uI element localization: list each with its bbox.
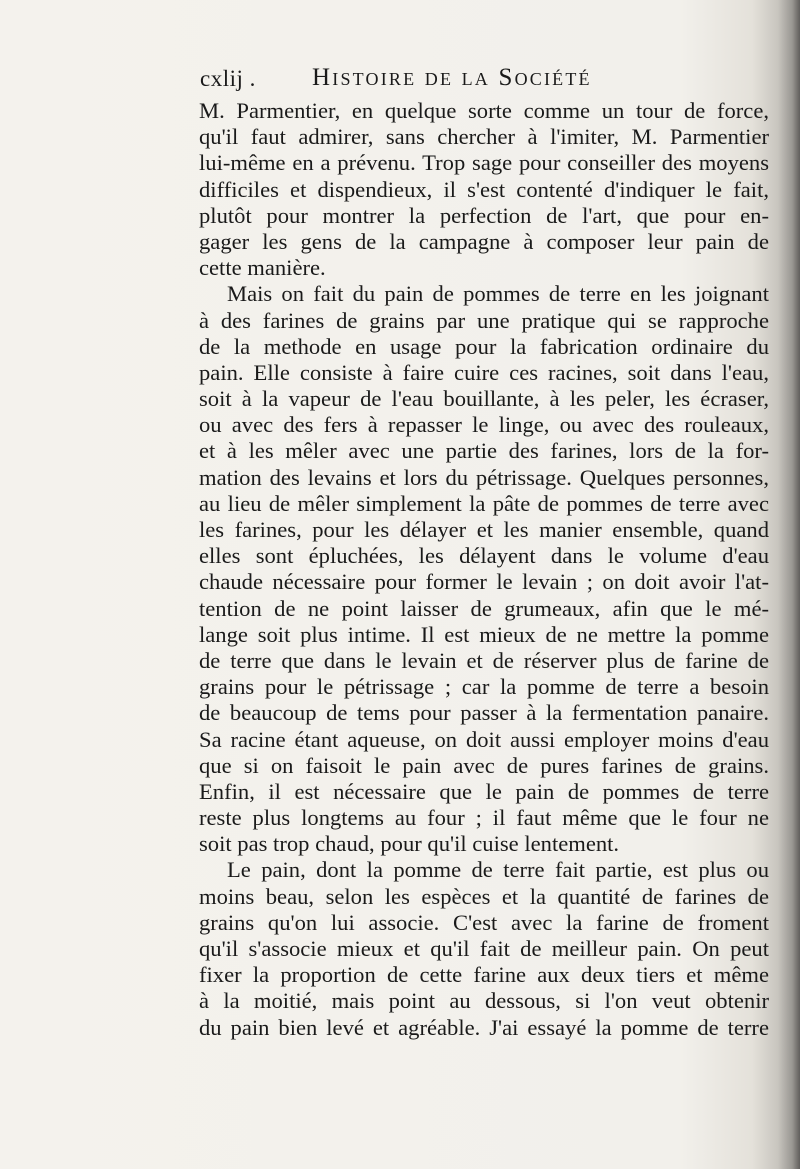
text-line: gager les gens de la campagne à composer leur pain de (199, 228, 769, 254)
text-line: à des farines de grains par une pratique qui se rapproche (199, 307, 769, 333)
text-line: elles sont épluchées, les délayent dans le volume d'eau (199, 543, 769, 569)
paragraph-start: Mais on fait du pain de pommes de terre en les joignant (227, 281, 769, 307)
text-line: cette manière. (199, 255, 326, 281)
text-line: ou avec des fers à repasser le linge, ou avec des rouleaux, (199, 412, 769, 438)
text-line: tention de ne point laisser de grumeaux, afin que le mé- (199, 595, 769, 621)
page-gutter-shadow (778, 0, 800, 1169)
text-line: les farines, pour les délayer et les manier ensemble, quand (199, 517, 769, 542)
text-line: lange soit plus intime. Il est mieux de ne mettre la pomme (199, 621, 769, 647)
text-line: Sa racine étant aqueuse, on doit aussi employer moins d'eau (199, 726, 769, 752)
paragraph-start: Le pain, dont la pomme de terre fait partie, est plus ou (227, 857, 769, 883)
text-line: Enfin, il est nécessaire que le pain de pommes de terre (199, 778, 769, 804)
text-line: moins beau, selon les espèces et la quantité de farines de (199, 883, 769, 909)
text-line: soit à la vapeur de l'eau bouillante, à les peler, les écraser, (199, 386, 769, 412)
text-line: au lieu de mêler simplement la pâte de pommes de terre avec (199, 490, 769, 516)
text-line: mation des levains et lors du pétrissage. Quelques personnes, (199, 464, 769, 490)
text-line: de beaucoup de tems pour passer à la fermentation panaire. (199, 700, 769, 726)
text-line: qu'il faut admirer, sans chercher à l'imiter, M. Parmentier (199, 124, 769, 150)
page-header (200, 60, 780, 96)
text-line: fixer la proportion de cette farine aux deux tiers et même (199, 962, 769, 988)
page-number: cxlij . (200, 66, 256, 91)
text-line: du pain bien levé et agréable. J'ai essayé la pomme de terre (199, 1014, 769, 1040)
text-line: difficiles et dispendieux, il s'est contenté d'indiquer le fait, (199, 176, 769, 202)
text-line: et à les mêler avec une partie des farines, lors de la for- (199, 438, 769, 464)
text-line: lui-même en a prévenu. Trop sage pour conseiller des moyens (199, 150, 769, 176)
text-line: à la moitié, mais point au dessous, si l'on veut obtenir (199, 988, 769, 1014)
text-line: plutôt pour montrer la perfection de l'art, que pour en- (199, 202, 769, 228)
text-line: que si on faisoit le pain avec de pures farines de grains. (199, 752, 769, 778)
text-line: de terre que dans le levain et de réserver plus de farine de (199, 647, 769, 673)
text-line: grains qu'on lui associe. C'est avec la farine de froment (199, 909, 769, 935)
body-text (199, 98, 769, 1041)
text-line: grains pour le pétrissage ; car la pomme de terre a besoin (199, 674, 769, 700)
text-line: soit pas trop chaud, pour qu'il cuise lentement. (199, 831, 620, 857)
text-line: M. Parmentier, en quelque sorte comme un tour de force, (199, 98, 769, 123)
text-line: pain. Elle consiste à faire cuire ces racines, soit dans l'eau, (199, 359, 769, 385)
text-line: de la methode en usage pour la fabrication ordinaire du (199, 333, 769, 359)
text-line: chaude nécessaire pour former le levain ; on doit avoir l'at- (199, 569, 769, 595)
text-line: qu'il s'associe mieux et qu'il fait de meilleur pain. On peut (199, 936, 769, 961)
running-head: Histoire de la Société (312, 64, 592, 91)
text-line: reste plus longtems au four ; il faut même que le four ne (199, 805, 769, 831)
